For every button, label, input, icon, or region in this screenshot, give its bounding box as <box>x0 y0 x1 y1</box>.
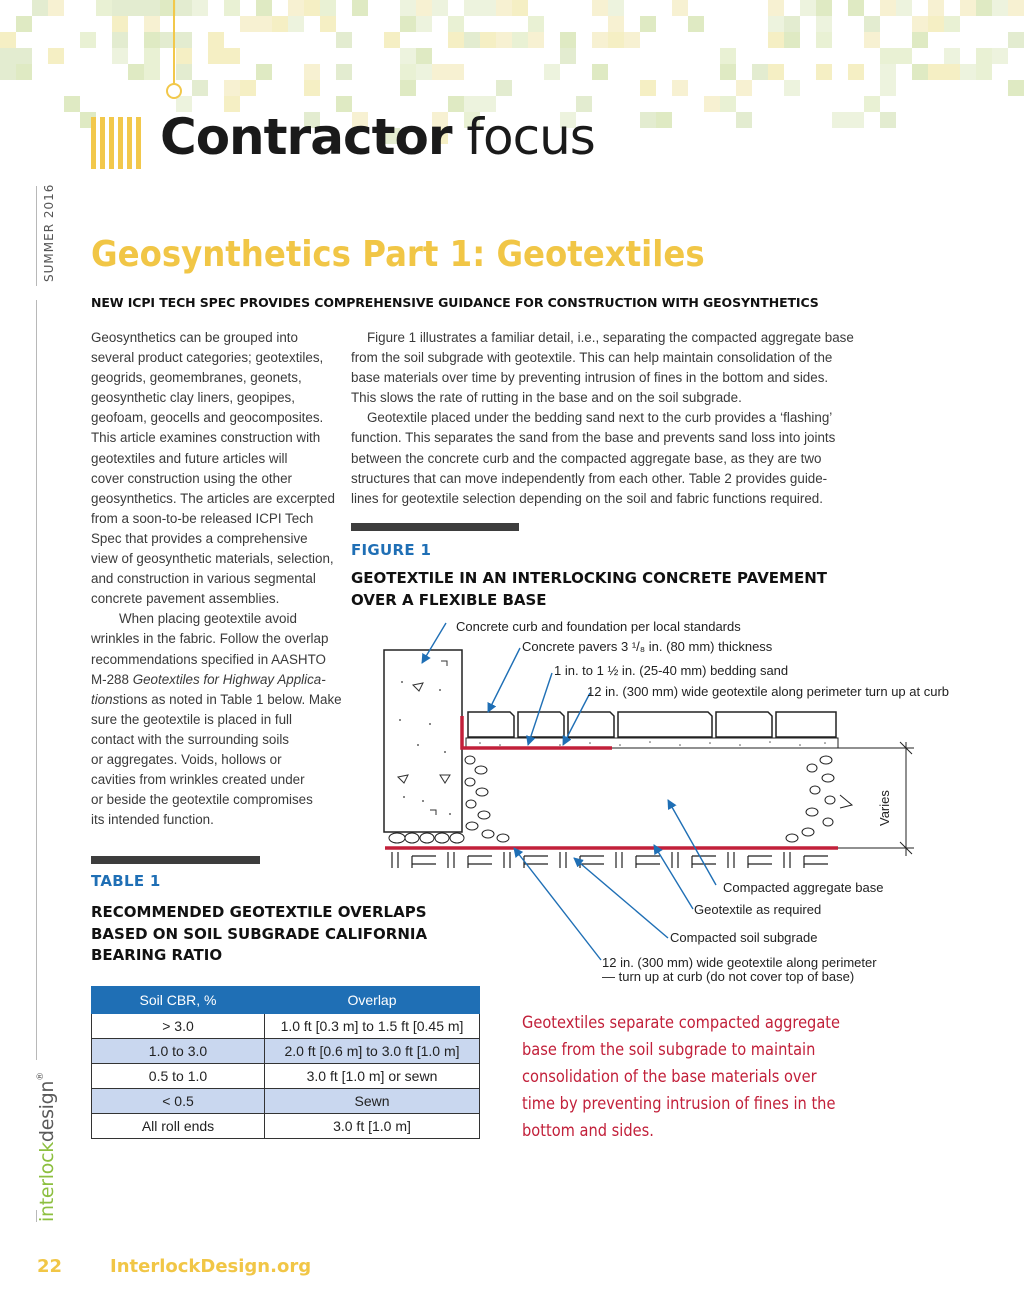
table-cell: Sewn <box>265 1089 480 1114</box>
concrete-pavers <box>468 712 836 737</box>
table-cell: 0.5 to 1.0 <box>92 1064 265 1089</box>
body-line: base materials over time by preventing intrusion of fines in the bottom and sides. <box>351 370 829 386</box>
body-line: contact with the surrounding soils <box>91 731 289 747</box>
body-line: Geosynthetics can be grouped into <box>91 330 298 345</box>
table-label: TABLE 1 <box>91 872 161 890</box>
table-cell: 1.0 to 3.0 <box>92 1039 265 1064</box>
banner-title-bold: Contractor <box>160 108 452 166</box>
table-title <box>91 902 427 967</box>
table-cell: All roll ends <box>92 1114 265 1139</box>
body-line: geosynthetics. The articles are excerpted <box>91 490 335 506</box>
table-row <box>92 1014 480 1039</box>
body-line: wrinkles in the fabric. Follow the overlap <box>91 631 329 647</box>
body-line: from a soon-to-be released ICPI Tech <box>91 510 314 526</box>
table-header-row <box>92 987 480 1014</box>
body-line: sure the geotextile is placed in full <box>91 711 292 727</box>
table-cell: < 0.5 <box>92 1089 265 1114</box>
caption-line: consolidation of the base materials over <box>522 1067 817 1087</box>
body-line: function. This separates the sand from the base and prevents sand loss into joints <box>351 430 836 446</box>
table-cell: 1.0 ft [0.3 m] to 1.5 ft [0.45 m] <box>265 1014 480 1039</box>
aggregate-base-stones <box>465 756 835 842</box>
body-line: and construction in various segmental <box>91 571 316 587</box>
body-line: geotextiles and future articles will <box>91 450 288 466</box>
body-line: Geotextile placed under the bedding sand next to the curb provides a ‘flashing’ <box>367 410 833 426</box>
table-cell: 3.0 ft [1.0 m] <box>265 1114 480 1139</box>
table-row <box>92 1064 480 1089</box>
table-cell: 3.0 ft [1.0 m] or sewn <box>265 1064 480 1089</box>
body-line: cavities from wrinkles created under <box>91 772 305 788</box>
figure-label: FIGURE 1 <box>351 541 432 559</box>
varies-dimension <box>838 742 914 856</box>
curb-foundation-stones <box>389 833 464 843</box>
callout-aggregate-base: Compacted aggregate base <box>723 880 884 895</box>
table-row <box>92 1114 480 1139</box>
footer-website-link[interactable]: InterlockDesign.org <box>110 1256 312 1277</box>
body-line: view of geosynthetic materials, selection, <box>91 551 334 567</box>
table-row <box>92 1089 480 1114</box>
brand-logo-registered: ® <box>36 1072 46 1081</box>
callout-geotextile-bottom-1: 12 in. (300 mm) wide geotextile along perimeter <box>602 955 877 970</box>
pull-quote-caption <box>522 1010 840 1145</box>
publication-title-italic: Geotextiles for Highway Applica- <box>132 671 326 687</box>
table-title-line: BASED ON SOIL SUBGRADE CALIFORNIA <box>91 924 428 943</box>
table-title-line: BEARING RATIO <box>91 946 223 964</box>
callout-pavers: Concrete pavers 3 ¹/₈ in. (80 mm) thickness <box>522 639 773 654</box>
table-header-cell: Overlap <box>265 987 480 1014</box>
figure-title-line: GEOTEXTILE IN AN INTERLOCKING CONCRETE PAVEMENT <box>351 569 828 587</box>
geotextile-overlap-table <box>91 986 480 1139</box>
body-line: cover construction using the other <box>91 470 292 486</box>
body-line: geogrids, geomembranes, geonets, <box>91 370 302 386</box>
caption-line: bottom and sides. <box>522 1121 654 1141</box>
soil-subgrade-hatching <box>392 852 828 868</box>
banner-title-light: focus <box>451 108 595 166</box>
callout-geotextile-bottom-2: — turn up at curb (do not cover top of base) <box>602 969 855 984</box>
table-cell: > 3.0 <box>92 1014 265 1039</box>
body-line: This slows the rate of rutting in the base and on the soil subgrade. <box>351 390 742 406</box>
table-row <box>92 1039 480 1064</box>
body-line: structures that can move independently from each other. Table 2 provides guide- <box>351 470 828 486</box>
callout-curb: Concrete curb and foundation per local standards <box>456 619 741 634</box>
publication-title-italic: tions <box>91 691 120 707</box>
concrete-curb <box>384 650 462 832</box>
table-title-line: RECOMMENDED GEOTEXTILE OVERLAPS <box>91 903 427 921</box>
body-line: its intended function. <box>91 812 214 828</box>
body-line-text: tions as noted in Table 1 below. Make <box>119 691 342 707</box>
issue-text: SUMMER 2016 <box>42 183 56 282</box>
brand-logo-part1: interlock <box>36 1142 58 1222</box>
body-line-text: M-288 <box>91 671 133 687</box>
caption-line: base from the soil subgrade to maintain <box>522 1040 816 1060</box>
callout-bedding-sand: 1 in. to 1 ½ in. (25-40 mm) bedding sand <box>554 663 789 678</box>
body-line: concrete pavement assemblies. <box>91 591 280 607</box>
body-line: This article examines construction with <box>91 430 321 446</box>
callout-varies: Varies <box>877 790 892 826</box>
body-line: or beside the geotextile compromises <box>91 792 313 808</box>
article-subhead: NEW ICPI TECH SPEC PROVIDES COMPREHENSIVE GUIDANCE FOR CONSTRUCTION WITH GEOSYNTHETICS <box>91 295 819 310</box>
body-line: several product categories; geotextiles, <box>91 350 324 366</box>
body-line: between the concrete curb and the compacted aggregate base, as they are two <box>351 450 822 466</box>
body-line: When placing geotextile avoid <box>119 611 297 627</box>
body-line: Figure 1 illustrates a familiar detail, i.e., separating the compacted aggregate base <box>367 330 854 345</box>
callout-soil-subgrade: Compacted soil subgrade <box>670 930 818 945</box>
body-line: recommendations specified in AASHTO <box>91 651 326 667</box>
figure-title-line: OVER A FLEXIBLE BASE <box>351 590 547 609</box>
table-header-cell: Soil CBR, % <box>92 987 265 1014</box>
body-line: Spec that provides a comprehensive <box>91 530 308 546</box>
body-line: lines for geotextile selection depending on the soil and fabric functions required. <box>351 490 823 506</box>
page-number: 22 <box>37 1256 63 1277</box>
article-headline: Geosynthetics Part 1: Geotextiles <box>91 234 705 275</box>
brand-logo-part2: design <box>36 1080 58 1143</box>
table-divider-bar <box>91 856 260 864</box>
body-line: geofoam, geocells and geocomposites. <box>91 410 324 426</box>
body-line: or aggregates. Voids, hollows or <box>91 751 282 767</box>
table-cell: 2.0 ft [0.6 m] to 3.0 ft [1.0 m] <box>265 1039 480 1064</box>
caption-line: Geotextiles separate compacted aggregate <box>522 1013 841 1033</box>
body-line: geosynthetic clay liners, geopipes, <box>91 390 295 406</box>
body-line: from the soil subgrade with geotextile. This can help maintain consolidation of the <box>351 350 833 366</box>
caption-line: time by preventing intrusion of fines in the <box>522 1094 836 1114</box>
callout-geotextile: Geotextile as required <box>694 902 822 917</box>
callout-geotextile-top: 12 in. (300 mm) wide geotextile along perimeter turn up at curb <box>587 684 950 699</box>
